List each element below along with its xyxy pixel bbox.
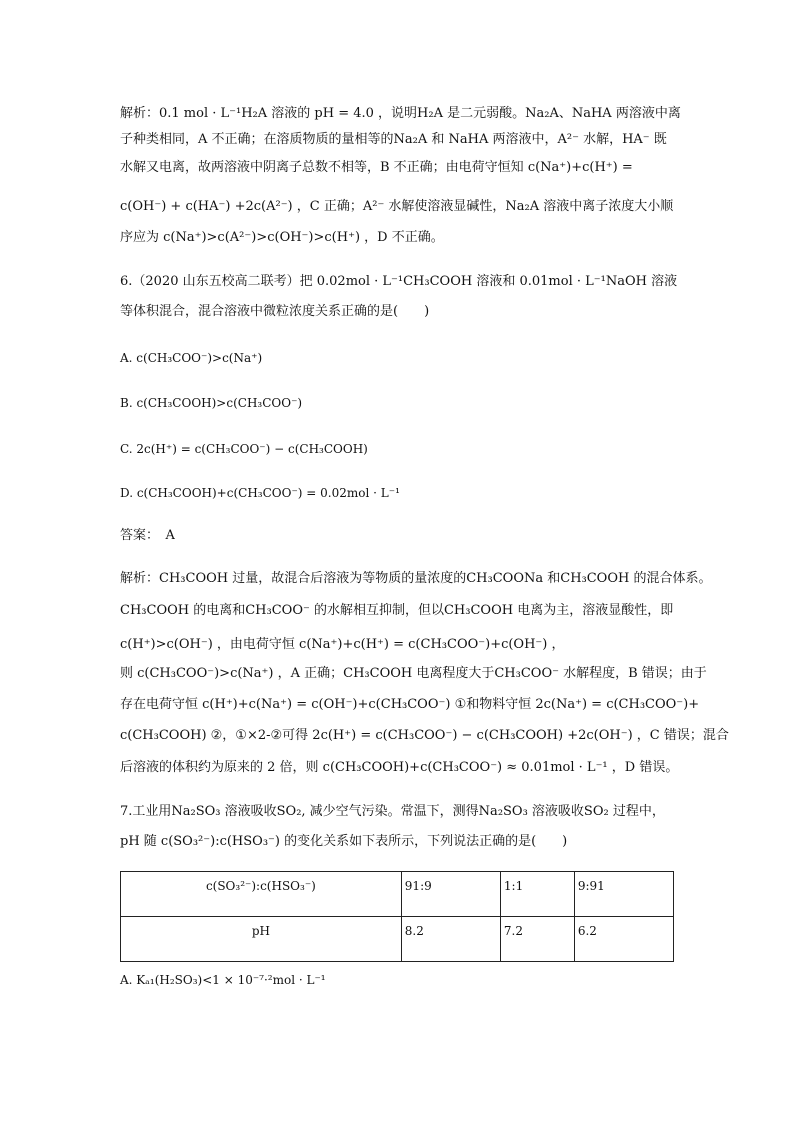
analysis-2-line-2: CH₃COOH 的电离和CH₃COO⁻ 的水解相互抑制，但以CH₃COOH 电离为主，溶液显酸性，即	[120, 603, 674, 618]
table-cell: 1:1	[500, 872, 574, 917]
analysis-2-line-6: c(CH₃COOH) ②，①×2-②可得 2c(H⁺) = c(CH₃COO⁻) − c(CH₃COOH) +2c(OH⁻) ，C 错误；混合	[120, 728, 729, 743]
analysis-1-line-5: 序应为 c(Na⁺)>c(A²⁻)>c(OH⁻)>c(H⁺) ，D 不正确。	[120, 230, 444, 245]
question-6-stem-line-2: 等体积混合，混合溶液中微粒浓度关系正确的是( )	[120, 304, 430, 319]
question-6-answer: 答案： A	[120, 528, 175, 543]
table-cell: 8.2	[401, 917, 500, 962]
question-6-option-d: D. c(CH₃COOH)+c(CH₃COO⁻) = 0.02mol · L⁻¹	[120, 486, 400, 500]
question-7-option-a: A. Kₐ₁(H₂SO₃)<1 × 10⁻⁷·²mol · L⁻¹	[120, 973, 326, 987]
analysis-1-line-3: 水解又电离，故两溶液中阴离子总数不相等，B 不正确；由电荷守恒知 c(Na⁺)+c(H⁺) =	[120, 160, 633, 175]
question-7-stem-line-2: pH 随 c(SO₃²⁻):c(HSO₃⁻) 的变化关系如下表所示，下列说法正确的是( )	[120, 834, 568, 849]
ratio-ph-table	[120, 871, 674, 962]
table-cell: pH	[121, 917, 402, 962]
question-6-option-a: A. c(CH₃COO⁻)>c(Na⁺)	[120, 351, 263, 365]
question-6-option-b: B. c(CH₃COOH)>c(CH₃COO⁻)	[120, 396, 303, 410]
analysis-1-line-2: 子种类相同，A 不正确；在溶质物质的量相等的Na₂A 和 NaHA 两溶液中，A²⁻ 水解，HA⁻ 既	[120, 132, 667, 147]
analysis-1-line-1: 解析：0.1 mol · L⁻¹H₂A 溶液的 pH = 4.0 ，说明H₂A 是二元弱酸。Na₂A、NaHA 两溶液中离	[120, 106, 681, 121]
question-6-stem-line-1: 6.（2020 山东五校高二联考）把 0.02mol · L⁻¹CH₃COOH 溶液和 0.01mol · L⁻¹NaOH 溶液	[120, 274, 678, 289]
table-cell: 7.2	[500, 917, 574, 962]
analysis-2-line-5: 存在电荷守恒 c(H⁺)+c(Na⁺) = c(OH⁻)+c(CH₃COO⁻) ①和物料守恒 2c(Na⁺) = c(CH₃COO⁻)+	[120, 697, 700, 712]
table-cell: 6.2	[574, 917, 673, 962]
table-cell: 91:9	[401, 872, 500, 917]
table-row	[121, 917, 674, 962]
table-row	[121, 872, 674, 917]
analysis-1-line-4: c(OH⁻) + c(HA⁻) +2c(A²⁻) ，C 正确；A²⁻ 水解使溶液显碱性，Na₂A 溶液中离子浓度大小顺	[120, 199, 674, 214]
question-6-option-c: C. 2c(H⁺) = c(CH₃COO⁻) − c(CH₃COOH)	[120, 442, 368, 456]
table-cell: c(SO₃²⁻):c(HSO₃⁻)	[121, 872, 402, 917]
analysis-2-line-3: c(H⁺)>c(OH⁻) ，由电荷守恒 c(Na⁺)+c(H⁺) = c(CH₃COO⁻)+c(OH⁻) ，	[120, 637, 565, 652]
table-cell: 9:91	[574, 872, 673, 917]
analysis-2-line-4: 则 c(CH₃COO⁻)>c(Na⁺) ，A 正确；CH₃COOH 电离程度大于CH₃COO⁻ 水解程度，B 错误；由于	[120, 666, 707, 681]
question-7-stem-line-1: 7.工业用Na₂SO₃ 溶液吸收SO₂, 减少空气污染。常温下，测得Na₂SO₃ 溶液吸收SO₂ 过程中，	[120, 804, 665, 819]
analysis-2-line-1: 解析：CH₃COOH 过量，故混合后溶液为等物质的量浓度的CH₃COONa 和CH₃COOH 的混合体系。	[120, 571, 712, 586]
analysis-2-line-7: 后溶液的体积约为原来的 2 倍，则 c(CH₃COOH)+c(CH₃COO⁻) ≈ 0.01mol · L⁻¹ ，D 错误。	[120, 760, 679, 775]
